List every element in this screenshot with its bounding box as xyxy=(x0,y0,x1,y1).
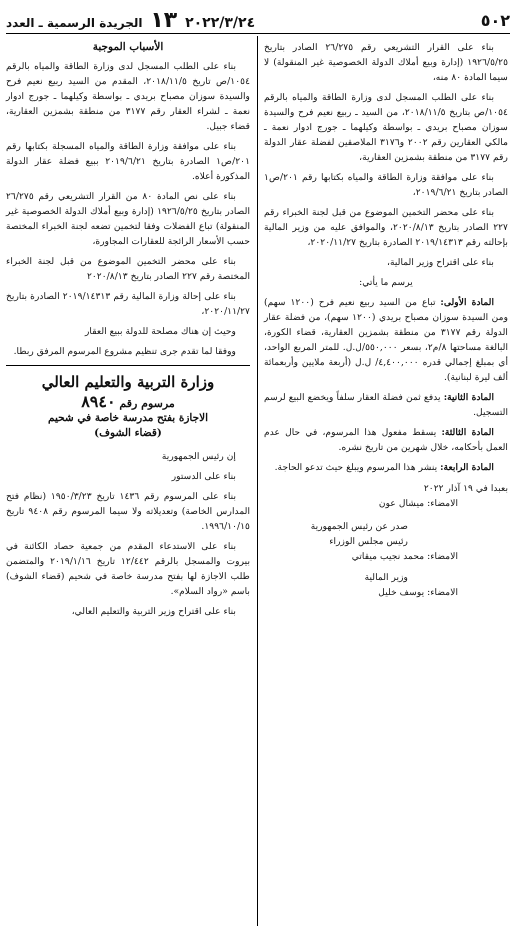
decrees-intro: يرسم ما يأتي: xyxy=(359,277,413,288)
recital: بناء على المرسوم رقم ١٤٣٦ تاريخ ١٩٥٠/٣/٢٣ (نظام فتح المدارس الخاصة) وتعديلاته ولا سيما المرسوم رقم ٩٤٠٨ تاريخ ١٩٩٦/١٠/١٥. xyxy=(6,491,250,532)
pm-signature: الامضاء: محمد نجيب ميقاتي xyxy=(351,551,458,562)
issued-by: صدر عن رئيس الجمهورية xyxy=(310,521,408,532)
recital: بناء على موافقة وزارة الطاقة والمياه بكتابها رقم ٢٠١/ص١ الصادر بتاريخ ٢٠١٩/٦/٢١، xyxy=(264,172,508,198)
reason: ووفقا لما تقدم جرى تنظيم مشروع المرسوم المرفق ربطا. xyxy=(13,346,236,357)
page-number: ٥٠٢ xyxy=(480,10,510,30)
decree-label: مرسوم رقم xyxy=(119,397,175,410)
article-text: يسقط مفعول هذا المرسوم، في حال عدم العمل بأحكامه، خلال شهرين من تاريخ نشره. xyxy=(264,427,508,453)
reason: بناء على الطلب المسجل لدى وزارة الطاقة والمياه بالرقم ١٠٥٤/ص تاريخ ٢٠١٨/١١/٥، المقدم من السيد ربيع نعيم فرح والسيدة سوزان مصباح بريدي ـ بواسطة وكيلهما ـ جورج ادوار نعمة ـ لشراء العقار رقم ٣١٧٧ من منطقة بشمزين العقارية، قضاء جبيل. xyxy=(6,61,251,132)
article-2 xyxy=(264,390,508,420)
pm-title: رئيس مجلس الوزراء xyxy=(329,536,408,547)
reason: بناء على إحالة وزارة المالية رقم ٢٠١٩/١٤٣١٣ الصادرة بتاريخ ٢٠٢٠/١١/٢٧، xyxy=(6,291,250,317)
page-header xyxy=(6,8,510,32)
signature-place-date: بعبدا في ١٩ آذار ٢٠٢٢ xyxy=(423,483,508,494)
article-label: المادة الثانية: xyxy=(443,392,494,403)
fm-title: وزير المالية xyxy=(364,572,408,583)
article-3 xyxy=(264,425,508,455)
recital: بناء على الاستدعاء المقدم من جمعية حصاد الكائنة في بيروت والمسجل بالرقم ١٢/٤٤٢ تاريخ ٢٠١٩/١/١٦ والمتضمن طلب الاجازة لها بفتح مدرسة خاصة في شحيم (قضاء الشوف) باسم «رواد السلام». xyxy=(6,541,250,597)
article-label: المادة الأولى: xyxy=(440,297,494,308)
publication-name: الجريدة الرسمية ـ العدد xyxy=(6,15,143,30)
issue-number: ١٣ xyxy=(150,7,178,33)
decree-number: ٨٩٤٠ xyxy=(81,392,116,411)
article-text: ينشر هذا المرسوم ويبلغ حيث تدعو الحاجة. xyxy=(274,462,438,473)
recital: بناء على اقتراح وزير المالية، xyxy=(386,257,494,268)
recital: بناء على اقتراح وزير التربية والتعليم العالي، xyxy=(71,606,236,617)
article-1 xyxy=(264,295,508,385)
reason: بناء على محضر التخمين الموضوع من قبل لجنة الخبراء المختصة رقم ٢٢٧ الصادر بتاريخ ٢٠٢٠/٨/١٣ xyxy=(6,256,250,282)
decree-subject-district: (قضاء الشوف) xyxy=(94,427,162,439)
ministry-title: وزارة التربية والتعليم العالي xyxy=(41,373,215,391)
article-label: المادة الثالثة: xyxy=(441,427,494,438)
preamble-line: بناء على الدستور xyxy=(171,471,236,482)
recital: بناء على محضر التخمين الموضوع من قبل لجنة الخبراء رقم ٢٢٧ الصادر بتاريخ ٢٠٢٠/٨/١٣، والموافق عليه من وزير المالية بإحالته رقم ٢٠١٩/١٤٣١٣ الصادرة بتاريخ ٢٠٢٠/١١/٢٧، xyxy=(264,207,508,248)
header-divider xyxy=(6,33,510,34)
reason: بناء على موافقة وزارة الطاقة والمياه المسجلة بكتابها رقم ٢٠١/ص١ الصادرة بتاريخ ٢٠١٩/٦/٢١ ببيع فضلة عقار الدولة المذكورة أعلاه. xyxy=(6,141,251,182)
section-divider xyxy=(6,365,250,366)
reason: وحيث إن هناك مصلحة للدولة ببيع العقار xyxy=(85,326,236,337)
article-4 xyxy=(264,460,508,475)
article-label: المادة الرابعة: xyxy=(440,462,494,473)
decree-heading xyxy=(6,394,250,411)
reasons-heading: الأسباب الموجبة xyxy=(92,41,164,53)
fm-signature: الامضاء: يوسف خليل xyxy=(378,587,458,598)
issue-date: ٢٠٢٢/٣/٢٤ xyxy=(185,14,256,31)
decree-subject: الاجازة بفتح مدرسة خاصة في شحيم xyxy=(48,412,208,424)
header-title xyxy=(6,8,255,33)
recital: بناء على الطلب المسجل لدى وزارة الطاقة والمياه بالرقم ١٠٥٤/ص بتاريخ ٢٠١٨/١١/٥، من السيد ـ ربيع نعيم فرح والسيدة سوزان مصباح بريدي ـ بواسطة وكيلهما ـ جورج ادوار نعمة ـ مالكي العقارين رقم ٢٠٠٢ و٣١٧٦ الملاصقين لفضلة عقار الدولة رقم ٣١٧٧ من منطقة بشمزين العقارية، xyxy=(264,92,508,163)
recital: بناء على القرار التشريعي رقم ٢٦/٢٧٥ الصادر بتاريخ ١٩٢٦/٥/٢٥ (إدارة وبيع أملاك الدولة الخصوصية غير المنقولة) لا سيما المادة ٨٠ منه، xyxy=(264,42,508,83)
right-column xyxy=(264,40,508,924)
article-text: يدفع ثمن فضلة العقار سلفاً ويخضع البيع لرسم التسجيل. xyxy=(264,392,508,418)
column-divider xyxy=(257,36,258,926)
signature-president: الامضاء: ميشال عون xyxy=(378,498,458,509)
article-text: تباع من السيد ربيع نعيم فرح (١٢٠٠ سهم) ومن السيدة سوزان مصباح بريدي (١٢٠٠ سهم)، من فضلة عقار الدولة رقم ٣١٧٧ من منطقة بشمزين العقارية، قضاء الكورة، البالغة مساحتها ٨/م٢، بسعر ٥٥٠,٠٠٠/ل.ل. للمتر المربع الواحد، أي بمبلغ إجمالي قدره ٤,٤٠٠,٠٠٠/ ل.ل (أربعة ملايين وأربعمائة ألف ليرة لبنانية). xyxy=(264,297,509,383)
left-column xyxy=(6,40,250,924)
reason: بناء على نص المادة ٨٠ من القرار التشريعي رقم ٢٦/٢٧٥ الصادر بتاريخ ١٩٢٦/٥/٢٥ (إدارة وبيع أملاك الدولة الخصوصية غير المنقولة) تباع الفضلات وفقا لتخمين تضعه لجنة الخبراء المختصة حسب الأسعار الرائجة للعقارات المجاورة، xyxy=(6,191,250,247)
preamble-line: إن رئيس الجمهورية xyxy=(161,451,236,462)
